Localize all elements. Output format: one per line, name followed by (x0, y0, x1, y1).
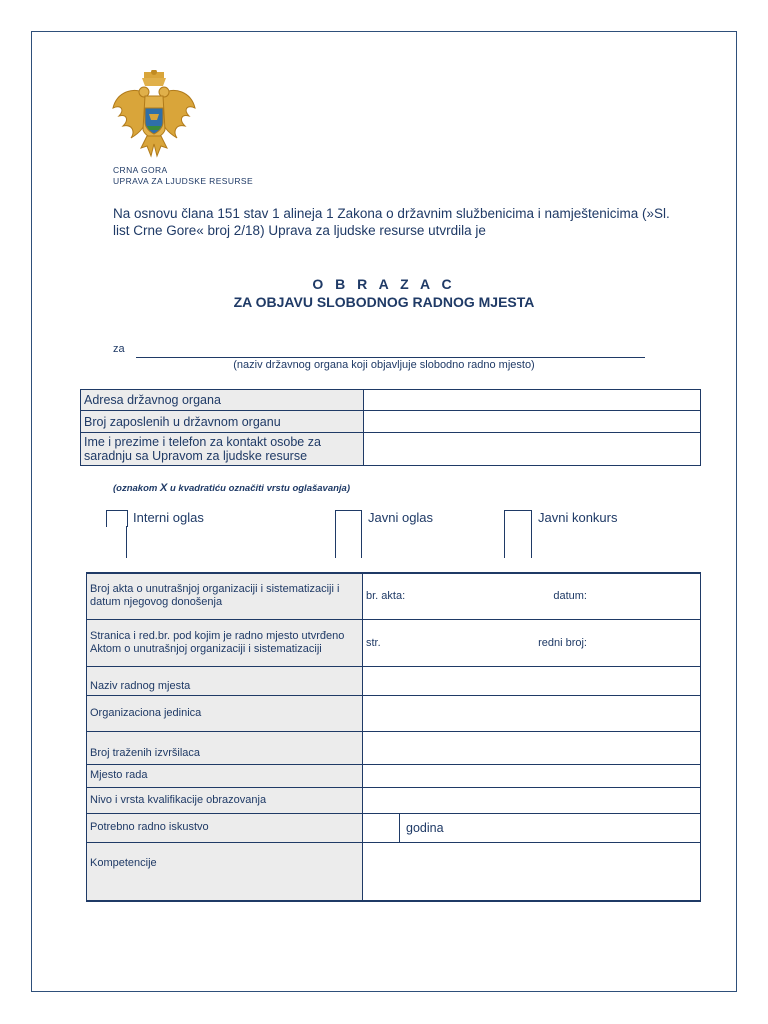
organ-address-label: Adresa državnog organa (81, 390, 364, 411)
organization-name (113, 165, 253, 187)
table-row (87, 813, 701, 842)
experience-unit: godina (406, 820, 444, 835)
table-row (81, 411, 701, 433)
note-x-mark: X (159, 482, 168, 494)
checkbox-stem (361, 526, 362, 558)
page-number-split (366, 637, 697, 649)
work-place-field[interactable] (363, 764, 701, 787)
table-row (87, 731, 701, 764)
work-place-label: Mjesto rada (87, 764, 363, 787)
page-prefix: str. (366, 636, 381, 649)
org-unit-label: Organizaciona jedinica (87, 695, 363, 731)
table-row (87, 787, 701, 813)
contact-person-field[interactable] (364, 433, 701, 466)
act-number-label: Broj akta o unutrašnjoj organizaciji i sistematizaciji i datum njegovog donošenja (87, 573, 363, 619)
javni-oglas-checkbox[interactable] (335, 510, 362, 527)
job-title-label: Naziv radnog mjesta (87, 666, 363, 695)
checkbox-stem (126, 526, 127, 558)
act-number-split (366, 590, 697, 602)
executors-count-label: Broj traženih izvršilaca (87, 731, 363, 764)
job-details-table (86, 572, 701, 902)
experience-wrap (363, 814, 700, 842)
interni-oglas-label: Interni oglas (133, 510, 204, 525)
job-title-field[interactable] (363, 666, 701, 695)
organ-info-table (80, 389, 701, 466)
note-suffix: u kvadratiću označiti vrstu oglašavanja) (167, 483, 350, 494)
org-line-2: UPRAVA ZA LJUDSKE RESURSE (113, 176, 254, 186)
page-number-field[interactable] (363, 619, 701, 666)
org-line-1: CRNA GORA (113, 165, 168, 175)
org-unit-field[interactable] (363, 695, 701, 731)
checkbox-stem (335, 526, 336, 558)
table-row (87, 695, 701, 731)
contact-person-label: Ime i prezime i telefon za kontakt osobe za saradnju sa Upravom za ljudske resurse (81, 433, 364, 466)
table-row (87, 619, 701, 666)
executors-count-field[interactable] (363, 731, 701, 764)
table-row (87, 764, 701, 787)
checkbox-stem (531, 526, 532, 558)
competencies-label: Kompetencije (87, 842, 363, 901)
javni-konkurs-checkbox[interactable] (504, 510, 532, 527)
competencies-field[interactable] (363, 842, 701, 901)
javni-konkurs-label: Javni konkurs (538, 510, 618, 525)
experience-field[interactable] (363, 813, 701, 842)
za-label: za (113, 343, 125, 355)
act-date-prefix: datum: (553, 590, 587, 603)
table-row (87, 573, 701, 619)
javni-oglas-label: Javni oglas (368, 510, 434, 525)
employee-count-field[interactable] (364, 411, 701, 433)
coat-of-arms-icon (111, 70, 197, 162)
qualification-label: Nivo i vrsta kvalifikacije obrazovanja (87, 787, 363, 813)
act-number-field[interactable] (363, 573, 701, 619)
ad-type-note (113, 482, 350, 494)
organ-address-field[interactable] (364, 390, 701, 411)
organ-name-field[interactable] (136, 357, 645, 358)
organ-name-caption: (naziv državnog organa koji objavljuje slobodno radno mjesto) (233, 359, 535, 371)
table-row (81, 390, 701, 411)
experience-years-box[interactable] (363, 814, 400, 842)
ordinal-prefix: redni broj: (538, 636, 587, 649)
page-number-label: Stranica i red.br. pod kojim je radno mjesto utvrđeno Aktom o unutrašnjoj organizaciji i sistematizaciji (87, 619, 363, 666)
table-row (87, 666, 701, 695)
intro-paragraph: Na osnovu člana 151 stav 1 alineja 1 Zakona o državnim službenicima i namještenicima (»Sl. list Crne Gore« broj 2/18) Uprava za ljudske resurse utvrdila je (113, 206, 670, 238)
act-number-prefix: br. akta: (366, 590, 406, 603)
experience-label: Potrebno radno iskustvo (87, 813, 363, 842)
qualification-field[interactable] (363, 787, 701, 813)
interni-oglas-checkbox[interactable] (106, 510, 128, 527)
table-row (81, 433, 701, 466)
form-title: O B R A Z A C (312, 276, 456, 292)
note-prefix: (oznakom (113, 483, 160, 494)
employee-count-label: Broj zaposlenih u državnom organu (81, 411, 364, 433)
form-subtitle: ZA OBJAVU SLOBODNOG RADNOG MJESTA (233, 294, 535, 310)
table-row (87, 842, 701, 901)
checkbox-stem (504, 526, 505, 558)
